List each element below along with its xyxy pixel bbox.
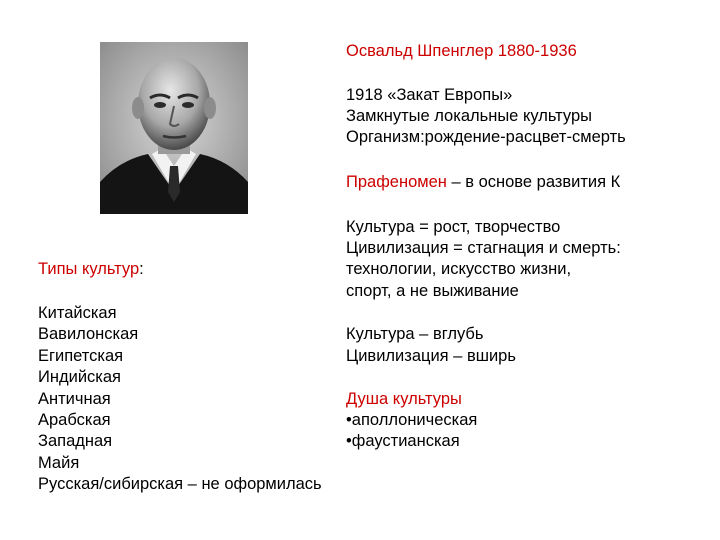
soul-item-apollonian: •аполлоническая: [346, 411, 478, 429]
culture-civ-line-2: Цивилизация = стагнация и смерть:: [346, 239, 621, 257]
portrait-photo: [100, 42, 248, 214]
types-title-colon: :: [139, 260, 144, 278]
intro-line-2: Замкнутые локальные культуры: [346, 107, 593, 125]
culture-type-item: Западная: [38, 432, 113, 450]
types-title: [38, 259, 144, 280]
depth-line: Культура – вглубь: [346, 325, 484, 343]
culture-type-item: Индийская: [38, 368, 121, 386]
culture-type-item: Арабская: [38, 411, 111, 429]
culture-civ-line-4: спорт, а не выживание: [346, 282, 519, 300]
culture-type-item: Египетская: [38, 347, 124, 365]
culture-civ-line-1: Культура = рост, творчество: [346, 218, 561, 236]
culture-civ-line-3: технологии, искусство жизни,: [346, 260, 572, 278]
prafenomen-term: Прафеномен: [346, 173, 447, 191]
width-line: Цивилизация – вширь: [346, 347, 516, 365]
page-title: Освальд Шпенглер 1880-1936: [346, 42, 577, 60]
soul-item-faustian: •фаустианская: [346, 432, 460, 450]
types-title-word: Типы культур: [38, 260, 140, 278]
book-line: 1918 «Закат Европы»: [346, 86, 513, 104]
culture-type-item: Майя: [38, 454, 80, 472]
intro-line-3: Организм:рождение-расцвет-смерть: [346, 128, 626, 146]
prafenomen-rest: – в основе развития К: [446, 173, 621, 191]
culture-type-item: Античная: [38, 390, 111, 408]
culture-type-item: Вавилонская: [38, 325, 139, 343]
prafenomen-line: [346, 172, 620, 193]
soul-title: Душа культуры: [346, 390, 462, 408]
culture-type-item: Китайская: [38, 304, 117, 322]
culture-type-item: Русская/сибирская – не оформилась: [38, 475, 322, 493]
